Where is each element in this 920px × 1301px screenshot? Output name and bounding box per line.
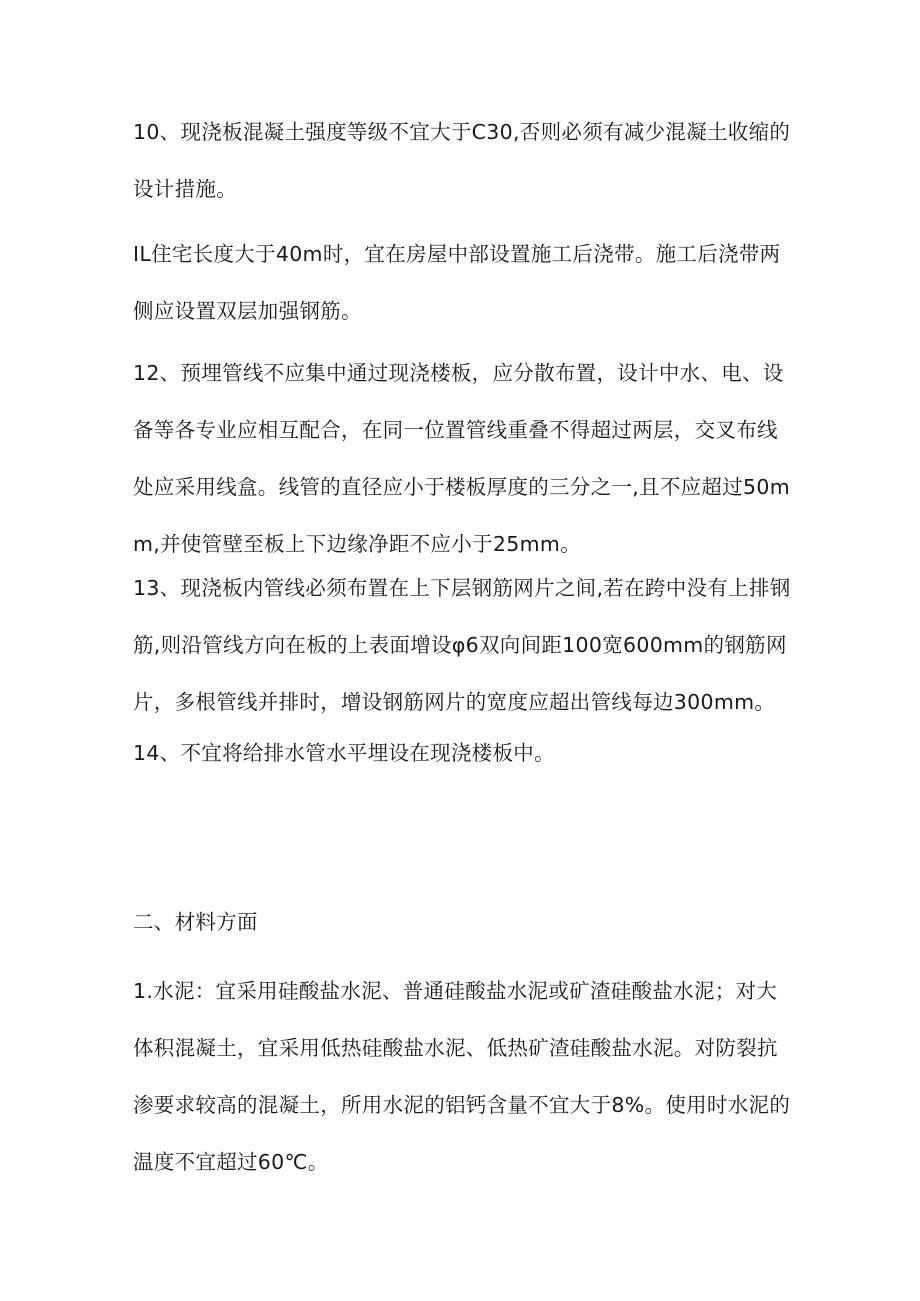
section-heading-materials: 二、材料方面 bbox=[133, 910, 258, 934]
clause-10-paragraph: 10、现浇板混凝土强度等级不宜大于C30,否则必须有减少混凝土收缩的设计措施。 bbox=[133, 120, 791, 201]
clause-14-paragraph: 14、不宜将给排水管水平埋设在现浇楼板中。 bbox=[133, 741, 555, 765]
clause-11-paragraph: IL住宅长度大于40m时，宜在房屋中部设置施工后浇带。施工后浇带两侧应设置双层加强钢筋。 bbox=[133, 242, 781, 323]
clause-13-paragraph: 13、现浇板内管线必须布置在上下层钢筋网片之间,若在跨中没有上排钢筋,则沿管线方向在板的上表面增设φ6双向间距100宽600mm的钢筋网片，多根管线并排时，增设钢筋网片的宽度应超出管线每边300mm。 bbox=[133, 576, 791, 714]
clause-12-paragraph: 12、预埋管线不应集中通过现浇楼板，应分散布置，设计中水、电、设备等各专业应相互配合，在同一位置管线重叠不得超过两层，交叉布线处应采用线盒。线管的直径应小于楼板厚度的三分之一,且不应超过50mm,并使管壁至板上下边缘净距不应小于25mm。 bbox=[133, 361, 790, 556]
material-cement-paragraph: 1.水泥：宜采用硅酸盐水泥、普通硅酸盐水泥或矿渣硅酸盐水泥；对大体积混凝土，宜采用低热硅酸盐水泥、低热矿渣硅酸盐水泥。对防裂抗渗要求较高的混凝土，所用水泥的铝钙含量不宜大于8%。使用时水泥的温度不宜超过60℃。 bbox=[133, 979, 791, 1174]
